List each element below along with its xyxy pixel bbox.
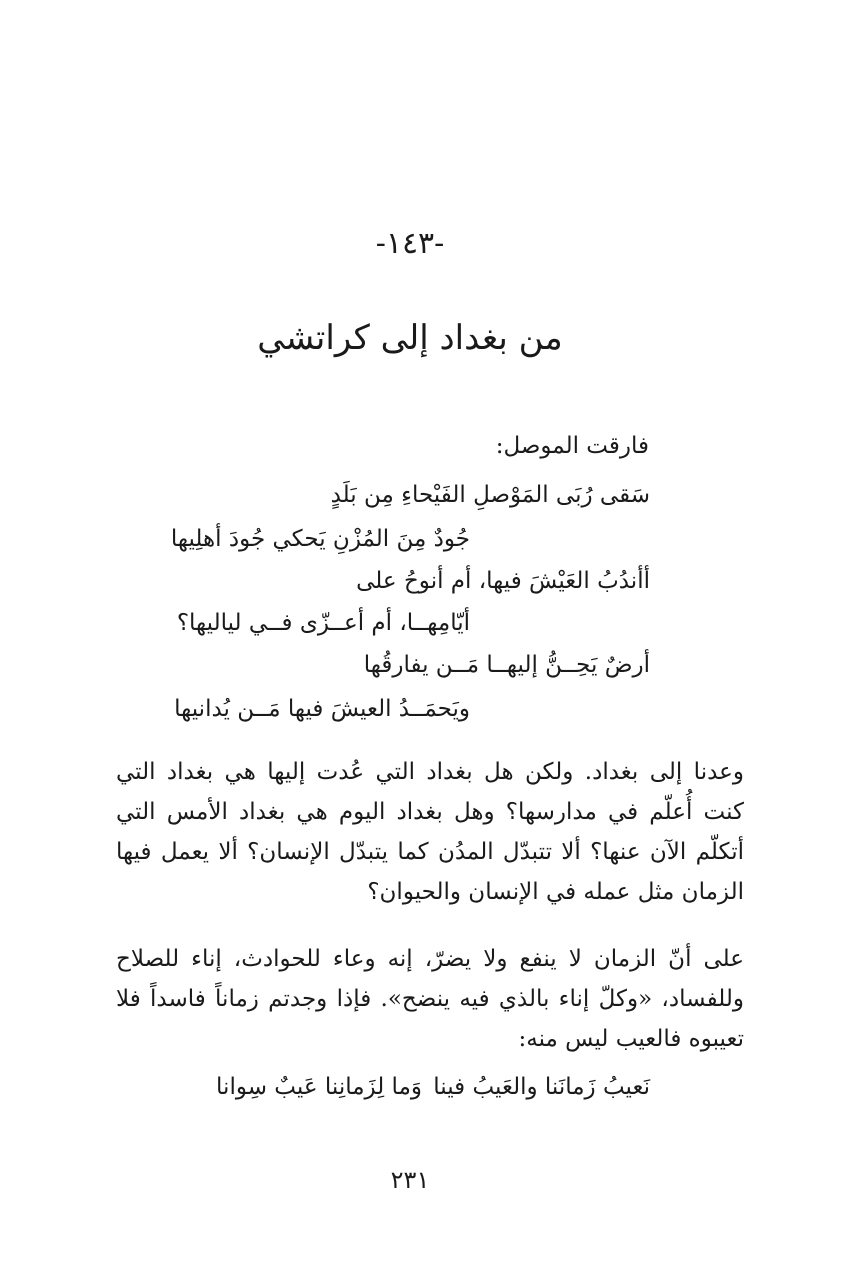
first-hemistich: نَعيبُ زَمانَنا والعَيبُ فينا: [433, 1074, 650, 1100]
paragraph: وعدنا إلى بغداد. ولكن هل بغداد التي عُدت إليها هي بغداد التي كنت أُعلّم في مدارسها؟ وهل بغداد اليوم هي بغداد الأمس التي أتكلّم الآن عنها؟ ألا تتبدّل المدُن كما يتبدّل الإنسان؟ ألا يعمل فيها الزمان مثل عمله في الإنسان والحيوان؟: [116, 759, 744, 905]
verse-line: أأندُبُ العَيْشَ فيها، أم أنوحُ على: [356, 568, 650, 594]
second-hemistich: وَما لِزَمانِنا عَيبٌ سِوانا: [216, 1074, 422, 1100]
final-verse: [0, 1074, 856, 1114]
verse-line: سَقى رُبَى المَوْصلِ الفَيْحاءِ مِن بَلَدٍ: [330, 482, 650, 508]
chapter-number: -١٤٣-: [375, 226, 445, 261]
verse-line: أرضٌ يَحِــنُّ إليهــا مَــن يفارقُها: [363, 652, 650, 678]
verse-line: جُودٌ مِنَ المُزْنِ يَحكي جُودَ أهلِيها: [170, 526, 470, 552]
chapter-title: من بغداد إلى كراتشي: [257, 318, 563, 358]
verse-line: أيّامِهــا، أم أعــزّى فــي لياليها؟: [176, 610, 470, 636]
paragraph: على أنّ الزمان لا ينفع ولا يضرّ، إنه وعاء للحوادث، إناء للصلاح وللفساد، «وكلّ إناء بالذي فيه ينضح». فإذا وجدتم زماناً فاسداً فلا تعيبوه فالعيب ليس منه:: [116, 946, 744, 1052]
intro-line: فارقت الموصل:: [495, 433, 649, 459]
page-number: ٢٣١: [390, 1166, 430, 1194]
verse-line: ويَحمَــدُ العيشَ فيها مَــن يُدانيها: [174, 696, 470, 722]
